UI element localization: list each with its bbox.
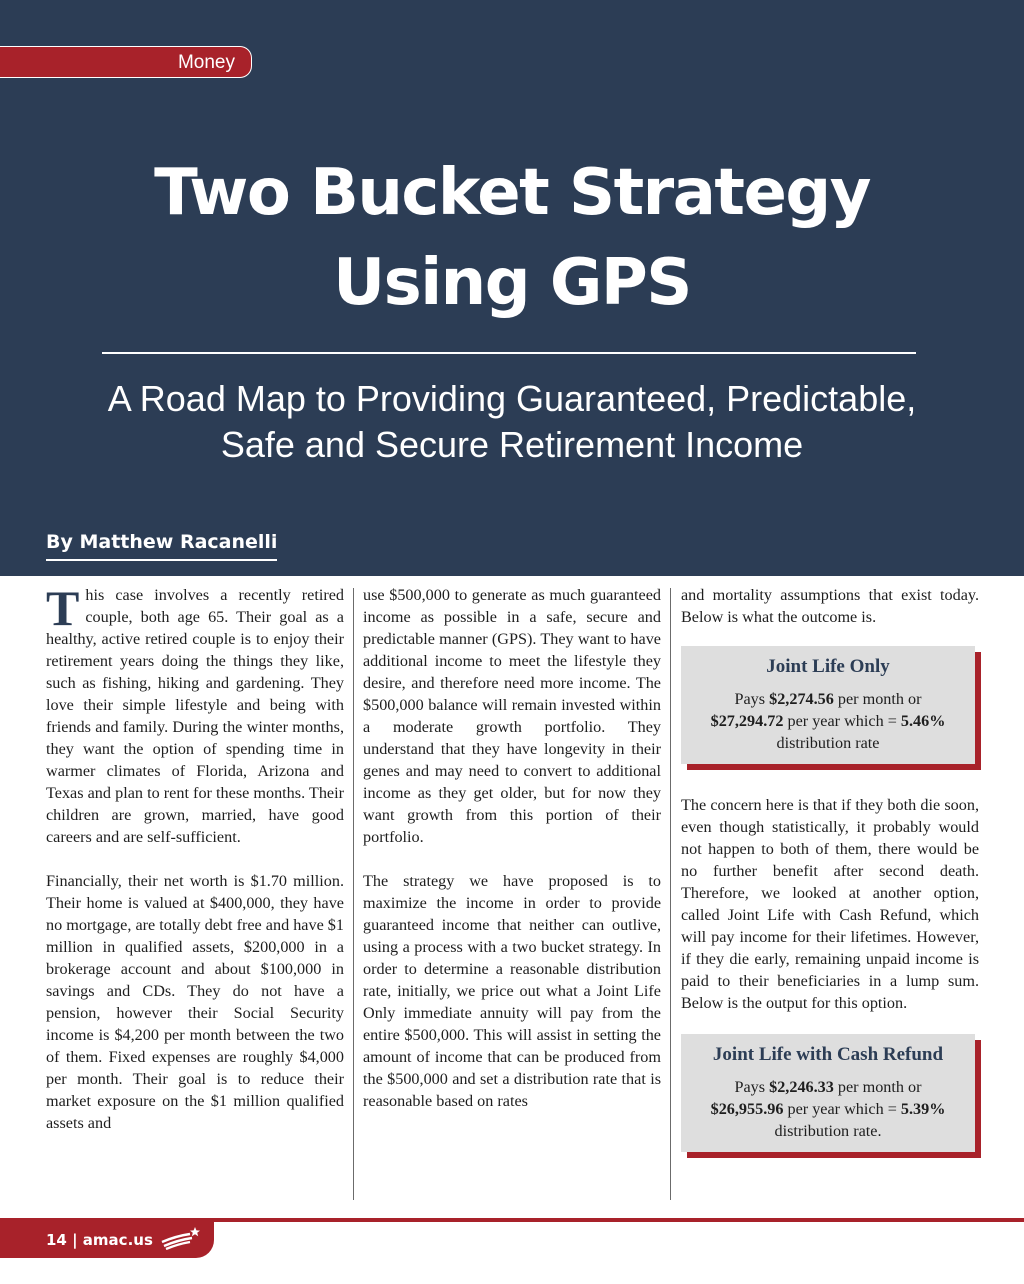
box-text: per year which =	[783, 712, 901, 730]
column-1	[46, 580, 344, 1156]
box-text: per year which =	[783, 1100, 901, 1118]
subtitle-line-1: A Road Map to Providing Guaranteed, Predictable,	[107, 378, 917, 419]
paragraph	[46, 580, 344, 848]
column-divider	[670, 588, 671, 1200]
monthly-amount: $2,246.33	[769, 1078, 834, 1096]
column-2	[363, 584, 661, 1134]
byline: By Matthew Racanelli	[46, 531, 277, 561]
paragraph-text: his case involves a recently retired couple, both age 65. Their goal as a healthy, active retired couple is to enjoy their retirement years doing the things they like, such as fishing, hiking and gardening. They love their simple lifestyle and being with friends and family. During the winter months, they want the option of spending time in warmer climates of Florida, Arizona and Texas and plan to rent for these months. Their children are grown, married, have good careers and are self-sufficient.	[46, 586, 344, 846]
box-body	[689, 688, 967, 754]
box-text: Pays	[734, 1078, 770, 1096]
distribution-rate: 5.46%	[900, 712, 946, 730]
section-tag-label: Money	[177, 52, 235, 73]
flag-swoosh-icon	[160, 1226, 200, 1250]
box-text: distribution rate.	[774, 1122, 882, 1140]
monthly-amount: $2,274.56	[769, 690, 834, 708]
article-title	[0, 148, 1024, 328]
joint-life-only-box	[681, 646, 975, 764]
title-line-2: Using GPS	[333, 246, 691, 320]
box-text: distribution rate	[776, 734, 880, 752]
box-text: Pays	[734, 690, 770, 708]
distribution-rate: 5.39%	[900, 1100, 946, 1118]
box-text: per month or	[833, 690, 922, 708]
article-subtitle	[0, 376, 1024, 468]
column-divider	[353, 588, 354, 1200]
box-text: per month or	[833, 1078, 922, 1096]
paragraph: Financially, their net worth is $1.70 million. Their home is valued at $400,000, they have no mortgage, are totally debt free and have $1 million in qualified assets, $200,000 in a brokerage account and about $100,000 in savings and CDs. They do not have a pension, however their Social Security income is $4,200 per month between the two of them. Fixed expenses are roughly $4,000 per month. Their goal is to reduce their market exposure on the $1 million qualified assets and	[46, 872, 344, 1132]
yearly-amount: $26,955.96	[710, 1100, 784, 1118]
column-3	[681, 584, 979, 1152]
page-number-label: 14 | amac.us	[46, 1231, 153, 1249]
title-divider	[102, 352, 916, 354]
paragraph: and mortality assumptions that exist today. Below is what the outcome is.	[681, 586, 979, 626]
header-banner	[0, 0, 1024, 576]
box-title: Joint Life Only	[766, 656, 890, 677]
section-tag	[0, 46, 252, 78]
paragraph: The strategy we have proposed is to maximize the income in order to provide guaranteed income that neither can outlive, using a process with a two bucket strategy. In order to determine a reasonable distribution rate, initially, we price out what a Joint Life Only immediate annuity will pay from the entire $500,000. This will assist in setting the amount of income that can be produced from the $500,000 and set a distribution rate that is reasonable based on rates	[363, 872, 661, 1110]
box-body	[689, 1076, 967, 1142]
paragraph: The concern here is that if they both die soon, even though statistically, it probably would not happen to both of them, there would be no further benefit after second death. Therefore, we looked at another option, called Joint Life with Cash Refund, which will pay income for their lifetimes. However, if they die early, remaining unpaid income is paid to their beneficiaries in a lump sum. Below is the output for this option.	[681, 796, 979, 1012]
yearly-amount: $27,294.72	[710, 712, 784, 730]
cash-refund-box	[681, 1034, 975, 1152]
drop-cap: T	[46, 580, 80, 636]
box-title: Joint Life with Cash Refund	[712, 1044, 944, 1065]
paragraph: use $500,000 to generate as much guaranteed income as possible in a safe, secure and predictable manner (GPS). They want to have additional income to meet the lifestyle they desire, and therefore need more income. The $500,000 balance will remain invested within a moderate growth portfolio. They understand that they have longevity in their genes and may need to convert to additional income as they get older, but for now they want growth from this portion of their portfolio.	[363, 586, 661, 846]
subtitle-line-2: Safe and Secure Retirement Income	[220, 424, 804, 465]
title-line-1: Two Bucket Strategy	[154, 156, 870, 230]
